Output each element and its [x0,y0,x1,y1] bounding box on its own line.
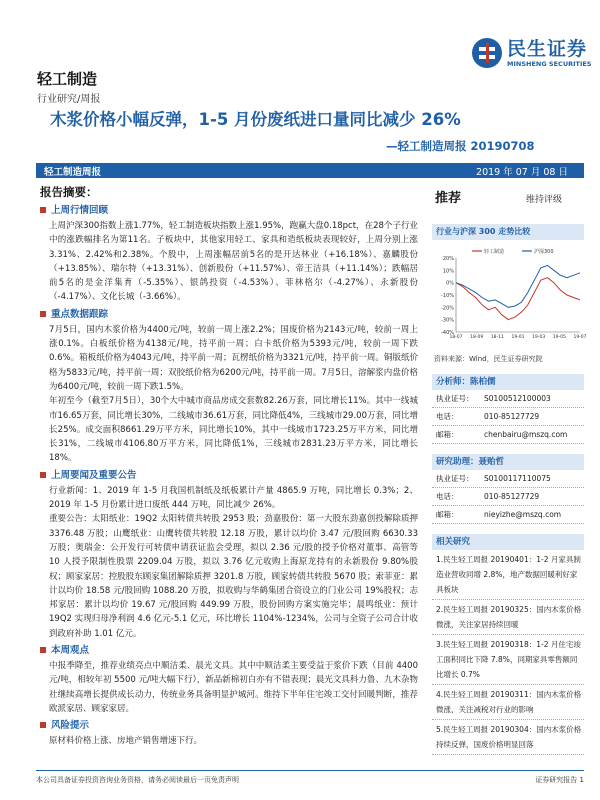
rating-box [432,187,584,206]
section-view [37,643,418,716]
section-paragraph: 行业新闻：1、2019 年 1-5 月我国机制纸及纸板累计产量 4865.9 万吨，同比增长 0.3%；2、2019 年 1-5 月份累计进口废纸 444 万吨，同比减少 26%。 [49,485,418,511]
chart-source: 资料来源：Wind，民生证券研究院 [434,355,543,363]
y-tick-label: -40% [441,330,454,336]
row-key: 执业证号： [436,474,474,483]
y-tick-label: 0% [446,280,454,287]
row-key: 电话： [436,412,459,421]
y-tick-label: 20% [442,256,454,262]
logo-en-text: MINSHENG SECURITIES [507,59,592,68]
section-heading: 本周观点 [37,643,418,658]
section-heading: 重点数据跟踪 [37,307,418,322]
report-title: 木浆价格小幅反弹，1-5 月份废纸进口量同比减少 26% [50,110,461,129]
section-key-data [37,307,418,466]
logo-mark-icon [470,36,504,70]
y-tick-label: -10% [441,293,454,299]
rating-maintain: 维持评级 [525,195,562,205]
assistant-card [432,454,584,524]
series-line-light-industry [456,278,580,320]
analyst-email[interactable]: chenbairu@mszq.com [484,430,568,439]
related-item[interactable]: 1.民生轻工周报 20190401：1-2 月家具制造业营收同增 2.8%，地产数据回暖利好家具板块 [432,550,584,600]
section-paragraph: 原材料价格上涨、房地产销售增速下行。 [49,736,203,747]
section-paragraph: 上周沪深300指数上涨1.77%，轻工制造板块指数上涨1.95%，跑赢大盘0.18pct，在28个子行业中的涨跌幅排名为第11名。子板块中，其他家用轻工、家具和造纸板块表现较好，上周分别上涨3.31%、2.42%和2.38%。个股中，上周涨幅居前5名的是开达林业（+16.18%）、嘉麟股份（+13.85%）、瑞尔特（+13.31%）、创新股份（+11.57%）、帝王洁具（+11.14%）；跌幅居前5名的是金洋集育（-5.35%）、银鸽投资（-4.53%）、菲林格尔（-4.27%）、永新股份（-4.17%）、文化长城（-3.66%）。 [49,221,418,303]
trend-chart [432,246,587,346]
section-paragraph: 中报季降至，推荐业绩亮点中顺洁柔、晨光文具。其中中顺洁柔主要受益于浆价下跌（目前 4400 元/吨，相较年初 5500 元/吨大幅下行），新品新棉初白亦有不错表现；晨光文具科力鲁、九木杂物社继续高增长提供成长动力，传统业务具备明显护城河。维持下半年住宅竣工交付回暖判断，推荐欧派家居、顾家家居。 [49,661,418,714]
row-value: S0100117110075 [484,474,551,483]
rating-recommend: 推荐 [435,191,462,206]
sidebar [432,187,587,755]
row-key: 执业证号： [436,394,474,403]
section-heading: 风险提示 [37,718,418,733]
x-tick-label: 19-07 [573,335,587,340]
analyst-row [432,408,584,426]
y-tick-label: -20% [441,305,454,312]
related-item[interactable]: 3.民生轻工周报 20190318：1-2 月住宅竣工面积同比下降 7.8%，同期家具零售额同比增长 0.7% [432,635,584,685]
footer-divider [36,770,584,771]
assistant-heading: 研究助理：聂贻哲 [432,454,584,470]
section-paragraph: 年初至今（截至7月5日），30个大中城市商品房成交套数82.26万套，同比增长11%。其中一线城市16.65万套，同比增长30%，二线城市36.61万套，同比降低4%，三线城市29.00万套，同比增长25%。成交面积8661.29万平方米，同比增长10%，其中一线城市1723.25万平方米，同比增长31%，二线城市4106.80万平方米，同比降低1%，三线城市2831.23万平方米，同比增长18%。 [49,396,418,464]
related-item[interactable]: 2.民生轻工周报 20190325：国内木浆价格微涨，关注家居持续回暖 [432,600,584,635]
x-tick-label: 18-07 [449,335,463,340]
section-paragraph: 7月5日，国内木浆价格为4400元/吨，较前一周上涨2.2%；国废价格为2143元/吨，较前一周上涨0.1%。白板纸价格为4138元/吨，持平前一周；白卡纸价格为5393元/吨，较前一周下跌0.6%。箱板纸价格为4043元/吨，持平前一周；瓦楞纸价格为3321元/吨，持平前一周。铜版纸价格为5833元/吨，持平前一周；双胶纸价格为6200元/吨，持平前一周。7月5日，溶解浆内盘价格为6400元/吨，较前一周下跌1.5%。 [49,324,418,392]
y-tick-label: 10% [442,268,454,275]
x-tick-label: 19-05 [552,335,566,340]
industry-name: 轻工制造 [37,70,98,88]
x-tick-label: 18-11 [490,335,504,340]
abstract-body [37,203,418,751]
section-news [37,468,418,641]
x-tick-label: 19-01 [511,335,525,340]
analyst-heading: 分析师：陈柏儒 [432,374,584,390]
section-risk [37,718,418,748]
related-item[interactable]: 5.民生轻工周报 20190304：国内木浆价格持续反弹，国废价格明显回落 [432,720,584,755]
section-market-review [37,203,418,305]
row-key: 电话： [436,492,459,501]
footer-page: 证券研究报告 1 [535,776,584,784]
row-value: 010-85127729 [484,412,540,421]
footer-disclaimer: 本公司具备证券投资咨询业务资格，请务必阅读最后一页免责声明 [36,776,239,784]
analyst-row [432,426,584,444]
legend-label: 轻工制造 [484,249,505,255]
analyst-card [432,374,584,444]
assistant-row [432,506,584,524]
related-heading: 相关研究 [432,534,584,550]
analyst-row [432,390,584,408]
banner-date: 2019 年 07 月 08 日 [476,167,568,178]
series-line-hs300 [456,265,580,307]
logo-cn-text: 民生证券 [507,37,588,60]
legend-label: 沪深300 [534,249,554,255]
y-tick-label: -30% [441,317,454,324]
chart-title: 行业与沪深 300 走势比较 [432,224,584,240]
row-value: 010-85127729 [484,492,540,501]
company-logo [470,36,592,70]
abstract-label: 报告摘要： [40,185,98,199]
section-heading: 上周要闻及重要公告 [37,468,418,483]
assistant-row [432,470,584,488]
report-category: 行业研究/周报 [37,94,101,105]
section-heading: 上周行情回顾 [37,203,418,218]
x-tick-label: 19-03 [532,335,546,340]
row-key: 邮箱： [436,510,459,519]
banner-report-type: 轻工制造周报 [44,167,102,178]
section-paragraph: 重要公告：太阳纸业：19Q2 太阳转债共转股 2953 股；劲嘉股份：第一大股东劲嘉创投解除质押 3376.48 万股；山鹰纸业：山鹰转债共转股 12.18 万股，累计以均价 3.47 元/股回购 6630.33 万股；奥瑞金：公开发行可转债申请获证监会受理，拟以 2.36 元/股的授予价格对董事、高管等 10 人授予限制性股票 2209.04 万股，拟以 3.76 亿元收购上海原龙持有的永新股份 9.80%股权；顾家家居：控股股东顾家集团解除质押 3201.8 万股，顾家转债共转股 5670 股；索菲亚：累计以均价 18.58 元/股回购 1088.20 万股，拟收购与华鹤集团合资设立的门业公司 19%股权；志邦家居：累计以均价 19.67 元/股回购 449.99 万股，股份回购方案实施完毕；晨鸣纸业：预计 19Q2 实现归母净利润 4.6 亿元-5.1 亿元，环比增长 1104%-1234%，公司与全资子公司合计收到政府补助 1.01 亿元。 [49,514,418,639]
x-tick-label: 18-09 [470,335,484,340]
assistant-row [432,488,584,506]
row-value: S0100512100003 [484,394,551,403]
row-key: 邮箱： [436,430,459,439]
related-item[interactable]: 4.民生轻工周报 20190311：国内木浆价格微涨，关注减税对行业的影响 [432,685,584,720]
assistant-email[interactable]: nieyizhe@mszq.com [484,510,562,519]
report-subtitle: —轻工制造周报 20190708 [386,139,535,153]
report-banner [36,163,584,178]
